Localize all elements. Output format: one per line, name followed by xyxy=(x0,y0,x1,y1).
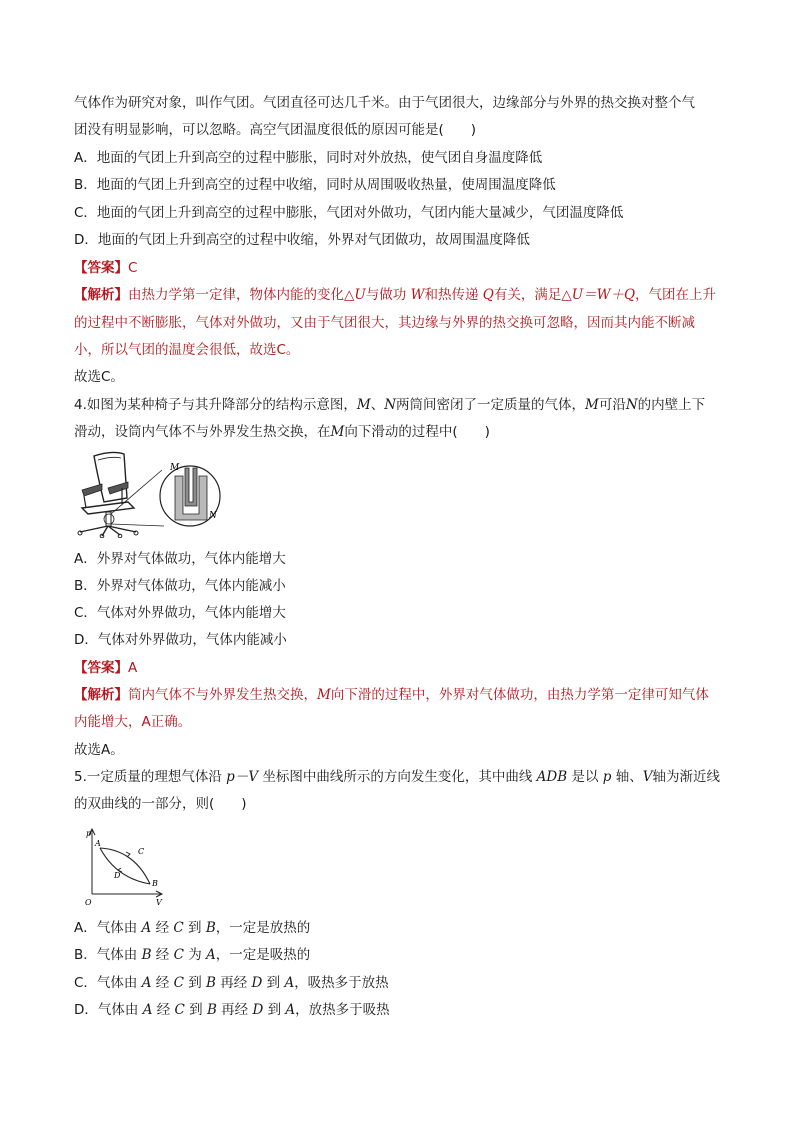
q3-stem-line-1: 气体作为研究对象，叫作气团。气团直径可达几千米。由于气团很大，边缘部分与外界的热交换对整个气 xyxy=(74,95,695,111)
option-text: 经 xyxy=(151,975,174,991)
q4-stem-line-2 xyxy=(74,422,490,442)
q3-analysis-line-3: 小，所以气团的温度会很低，故选C。 xyxy=(74,342,300,358)
option-var: A xyxy=(141,975,152,991)
analysis-text: 与做功 xyxy=(365,287,411,303)
analysis-text: ，气团在上升 xyxy=(635,287,717,303)
option-text: 为 xyxy=(183,947,207,963)
option-text: 到 xyxy=(262,975,285,991)
analysis-text: 筒内气体不与外界发生热交换， xyxy=(128,687,317,703)
q4-option-c: C．气体对外界做功，气体内能增大 xyxy=(74,605,286,621)
label-m: M xyxy=(170,463,180,473)
option-var: B xyxy=(206,975,216,991)
option-text: 到 xyxy=(183,975,206,991)
pv-figure xyxy=(82,826,172,906)
option-var: C xyxy=(173,920,184,936)
answer-value: C xyxy=(128,260,138,276)
stem-text: 可沿 xyxy=(598,397,626,413)
option-var: A xyxy=(284,975,295,991)
stem-text: 的内壁上下 xyxy=(637,397,706,413)
option-text: 经 xyxy=(151,947,174,963)
analysis-text: 向下滑的过程中，外界对气体做功，由热力学第一定律可知气体 xyxy=(330,687,709,703)
stem-text: 坐标图中曲线所示的方向发生变化，其中曲线 xyxy=(258,769,537,785)
q3-option-d: D．地面的气团上升到高空的过程中收缩，外界对气团做功，故周围温度降低 xyxy=(74,232,530,248)
analysis-var: M xyxy=(317,687,331,703)
analysis-text: 有关，满足△ xyxy=(493,287,572,303)
q3-stem-line-2: 团没有明显影响，可以忽略。高空气团温度很低的原因可能是( ) xyxy=(74,122,477,138)
chair-diagram xyxy=(72,448,222,538)
option-text: ，一定是吸热的 xyxy=(215,947,311,963)
answer-label: 【答案】 xyxy=(74,660,128,676)
q4-answer xyxy=(74,658,137,678)
q5-stem-line-2: 的双曲线的一部分，则( ) xyxy=(74,796,247,812)
option-var: A xyxy=(141,920,152,936)
stem-var: p xyxy=(602,769,612,785)
option-text: 到 xyxy=(184,1002,207,1018)
point-label-d: D xyxy=(114,871,121,880)
q5-option-b xyxy=(74,945,310,965)
label-n: N xyxy=(209,511,217,521)
option-text: A．气体由 xyxy=(74,920,142,936)
axis-label-p: p xyxy=(86,829,92,838)
q4-conclusion: 故选A。 xyxy=(74,742,124,758)
analysis-label: 【解析】 xyxy=(74,687,128,703)
stem-text: 5.一定质量的理想气体沿 xyxy=(74,769,227,785)
point-label-b: B xyxy=(152,879,158,888)
origin-label-o: O xyxy=(85,898,92,906)
stem-var: N xyxy=(384,397,397,413)
analysis-label: 【解析】 xyxy=(74,287,128,303)
option-var: B xyxy=(206,1002,217,1018)
option-text: 再经 xyxy=(216,1002,253,1018)
q3-analysis-line-1 xyxy=(74,285,716,305)
option-text: 经 xyxy=(151,920,174,936)
option-var: A xyxy=(285,1002,296,1018)
stem-var: M xyxy=(356,397,371,413)
q4-analysis-line-1 xyxy=(74,685,709,705)
q4-analysis-line-2: 内能增大，A正确。 xyxy=(74,714,192,730)
option-var: A xyxy=(142,1002,153,1018)
option-var: C xyxy=(173,975,184,991)
stem-text: 向下滑动的过程中( ) xyxy=(344,424,490,440)
option-text: 到 xyxy=(263,1002,286,1018)
analysis-var: U xyxy=(354,287,366,303)
q3-option-a: A．地面的气团上升到高空的过程中膨胀，同时对外放热，使气团自身温度降低 xyxy=(74,150,543,166)
option-var: B xyxy=(205,920,216,936)
q5-option-a xyxy=(74,918,310,938)
stem-var: V xyxy=(642,769,653,785)
option-text: 经 xyxy=(152,1002,175,1018)
q5-option-c xyxy=(74,973,389,993)
point-label-c: C xyxy=(138,847,145,856)
q4-option-a: A．外界对气体做功，气体内能增大 xyxy=(74,551,286,567)
answer-value: A xyxy=(128,660,138,676)
q3-answer xyxy=(74,258,137,278)
q4-option-d: D．气体对外界做功，气体内能减小 xyxy=(74,632,287,648)
axis-label-v: V xyxy=(156,898,162,906)
q5-stem-line-1 xyxy=(74,767,720,787)
pv-diagram xyxy=(82,826,172,906)
q4-option-b: B．外界对气体做功，气体内能减小 xyxy=(74,578,286,594)
option-text: 到 xyxy=(183,920,206,936)
option-text: ，吸热多于放热 xyxy=(294,975,389,991)
stem-var: M xyxy=(330,424,345,440)
q3-analysis-line-2: 的过程中不断膨胀，气体对外做功，又由于气团很大，其边缘与外界的热交换可忽略，因而其内能不断减 xyxy=(74,315,695,331)
stem-var: ADB xyxy=(536,769,568,785)
option-var: C xyxy=(173,947,184,963)
stem-text: 轴、 xyxy=(611,769,643,785)
analysis-var: W xyxy=(410,287,425,303)
option-var: B xyxy=(141,947,152,963)
q5-option-d xyxy=(74,1000,390,1020)
stem-var: M xyxy=(585,397,599,413)
option-text: ，一定是放热的 xyxy=(215,920,311,936)
option-text: B．气体由 xyxy=(74,947,142,963)
stem-text: 、 xyxy=(370,397,385,413)
option-text: D．气体由 xyxy=(74,1002,143,1018)
option-var: D xyxy=(251,975,263,991)
stem-text: 4.如图为某种椅子与其升降部分的结构示意图， xyxy=(74,397,357,413)
analysis-equation: U＝W＋Q xyxy=(571,287,636,303)
q3-conclusion: 故选C。 xyxy=(74,369,124,385)
stem-var: N xyxy=(625,397,638,413)
option-text: C．气体由 xyxy=(74,975,142,991)
option-text: ，放热多于吸热 xyxy=(295,1002,390,1018)
answer-label: 【答案】 xyxy=(74,260,128,276)
stem-var: p－V xyxy=(226,769,259,785)
point-label-a: A xyxy=(95,839,101,848)
option-var: A xyxy=(206,947,216,963)
q3-option-c: C．地面的气团上升到高空的过程中膨胀，气团对外做功，气团内能大量减少，气团温度降低 xyxy=(74,205,624,221)
analysis-text: 和热传递 xyxy=(424,287,483,303)
q3-option-b: B．地面的气团上升到高空的过程中收缩，同时从周围吸收热量，使周围温度降低 xyxy=(74,177,556,193)
chair-figure xyxy=(72,448,222,538)
stem-text: 滑动，设筒内气体不与外界发生热交换，在 xyxy=(74,424,331,440)
option-var: C xyxy=(174,1002,185,1018)
stem-text: 轴为渐近线 xyxy=(652,769,720,785)
analysis-text: 由热力学第一定律，物体内能的变化△ xyxy=(128,287,355,303)
stem-text: 是以 xyxy=(567,769,603,785)
option-var: D xyxy=(252,1002,264,1018)
option-text: 再经 xyxy=(215,975,252,991)
analysis-var: Q xyxy=(482,287,494,303)
stem-text: 两筒间密闭了一定质量的气体， xyxy=(396,397,586,413)
q4-stem-line-1 xyxy=(74,395,705,415)
